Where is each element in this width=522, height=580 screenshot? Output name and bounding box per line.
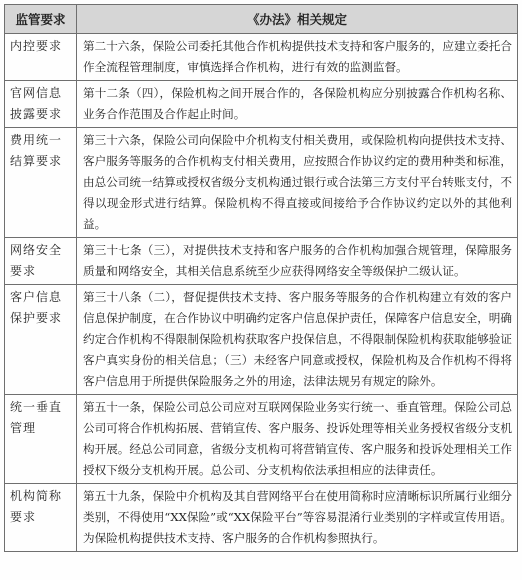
requirement-cell: 网络安全要求 <box>5 238 77 285</box>
provision-cell: 第五十一条，保险公司总公司应对互联网保险业务实行统一、垂直管理。保险公司总公司可将合作机构拓展、营销宣传、客户服务、投诉处理等相关业务授权省级分支机构开展。经总公司同意，省级分支机构可将营销宣传、客户服务和投诉处理相关工作授权下级分支机构开展。总公司、分支机构依法承担相应的法律责任。 <box>77 395 518 484</box>
provision-cell: 第二十六条，保险公司委托其他合作机构提供技术支持和客户服务的，应建立委托合作全流程管理制度，审慎选择合作机构，进行有效的监测监督。 <box>77 34 518 81</box>
requirement-cell: 官网信息披露要求 <box>5 81 77 128</box>
provision-cell: 第三十六条，保险公司向保险中介机构支付相关费用，或保险机构向提供技术支持、客户服务等服务的合作机构支付相关费用，应按照合作协议约定的费用种类和标准，由总公司统一结算或授权省级分支机构通过银行或合法第三方支付平台转账支付，不得以现金形式进行结算。保险机构不得直接或间接给予合作协议约定以外的其他利益。 <box>77 128 518 238</box>
table-row <box>5 285 518 395</box>
table-row <box>5 484 518 552</box>
regulation-table <box>4 4 518 552</box>
requirement-cell: 统一垂直管理 <box>5 395 77 484</box>
requirement-cell: 客户信息保护要求 <box>5 285 77 395</box>
table-row <box>5 34 518 81</box>
table-row <box>5 128 518 238</box>
requirement-cell: 内控要求 <box>5 34 77 81</box>
table-row <box>5 81 518 128</box>
table-row <box>5 238 518 285</box>
provision-cell: 第十二条（四），保险机构之间开展合作的，各保险机构应分别披露合作机构名称、业务合作范围及合作起止时间。 <box>77 81 518 128</box>
provision-column-header: 《办法》相关规定 <box>77 5 518 34</box>
provision-cell: 第三十八条（二），督促提供技术支持、客户服务等服务的合作机构建立有效的客户信息保护制度，在合作协议中明确约定客户信息保护责任，保障客户信息安全，明确约定合作机构不得限制保险机构获取客户投保信息，不得限制保险机构获取能够验证客户真实身份的相关信息；（三）未经客户同意或授权，保险机构及合作机构不得将客户信息用于所提供保险服务之外的用途，法律法规另有规定的除外。 <box>77 285 518 395</box>
requirement-cell: 费用统一结算要求 <box>5 128 77 238</box>
table-row <box>5 395 518 484</box>
requirement-cell: 机构简称要求 <box>5 484 77 552</box>
provision-cell: 第五十九条，保险中介机构及其自营网络平台在使用简称时应清晰标识所属行业细分类别，不得使用“XX保险”或“XX保险平台”等容易混淆行业类别的字样或宣传用语。为保险机构提供技术支持、客户服务的合作机构参照执行。 <box>77 484 518 552</box>
table-header-row <box>5 5 518 34</box>
provision-cell: 第三十七条（三），对提供技术支持和客户服务的合作机构加强合规管理，保障服务质量和网络安全，其相关信息系统至少应获得网络安全等级保护二级认证。 <box>77 238 518 285</box>
requirement-column-header: 监管要求 <box>5 5 77 34</box>
